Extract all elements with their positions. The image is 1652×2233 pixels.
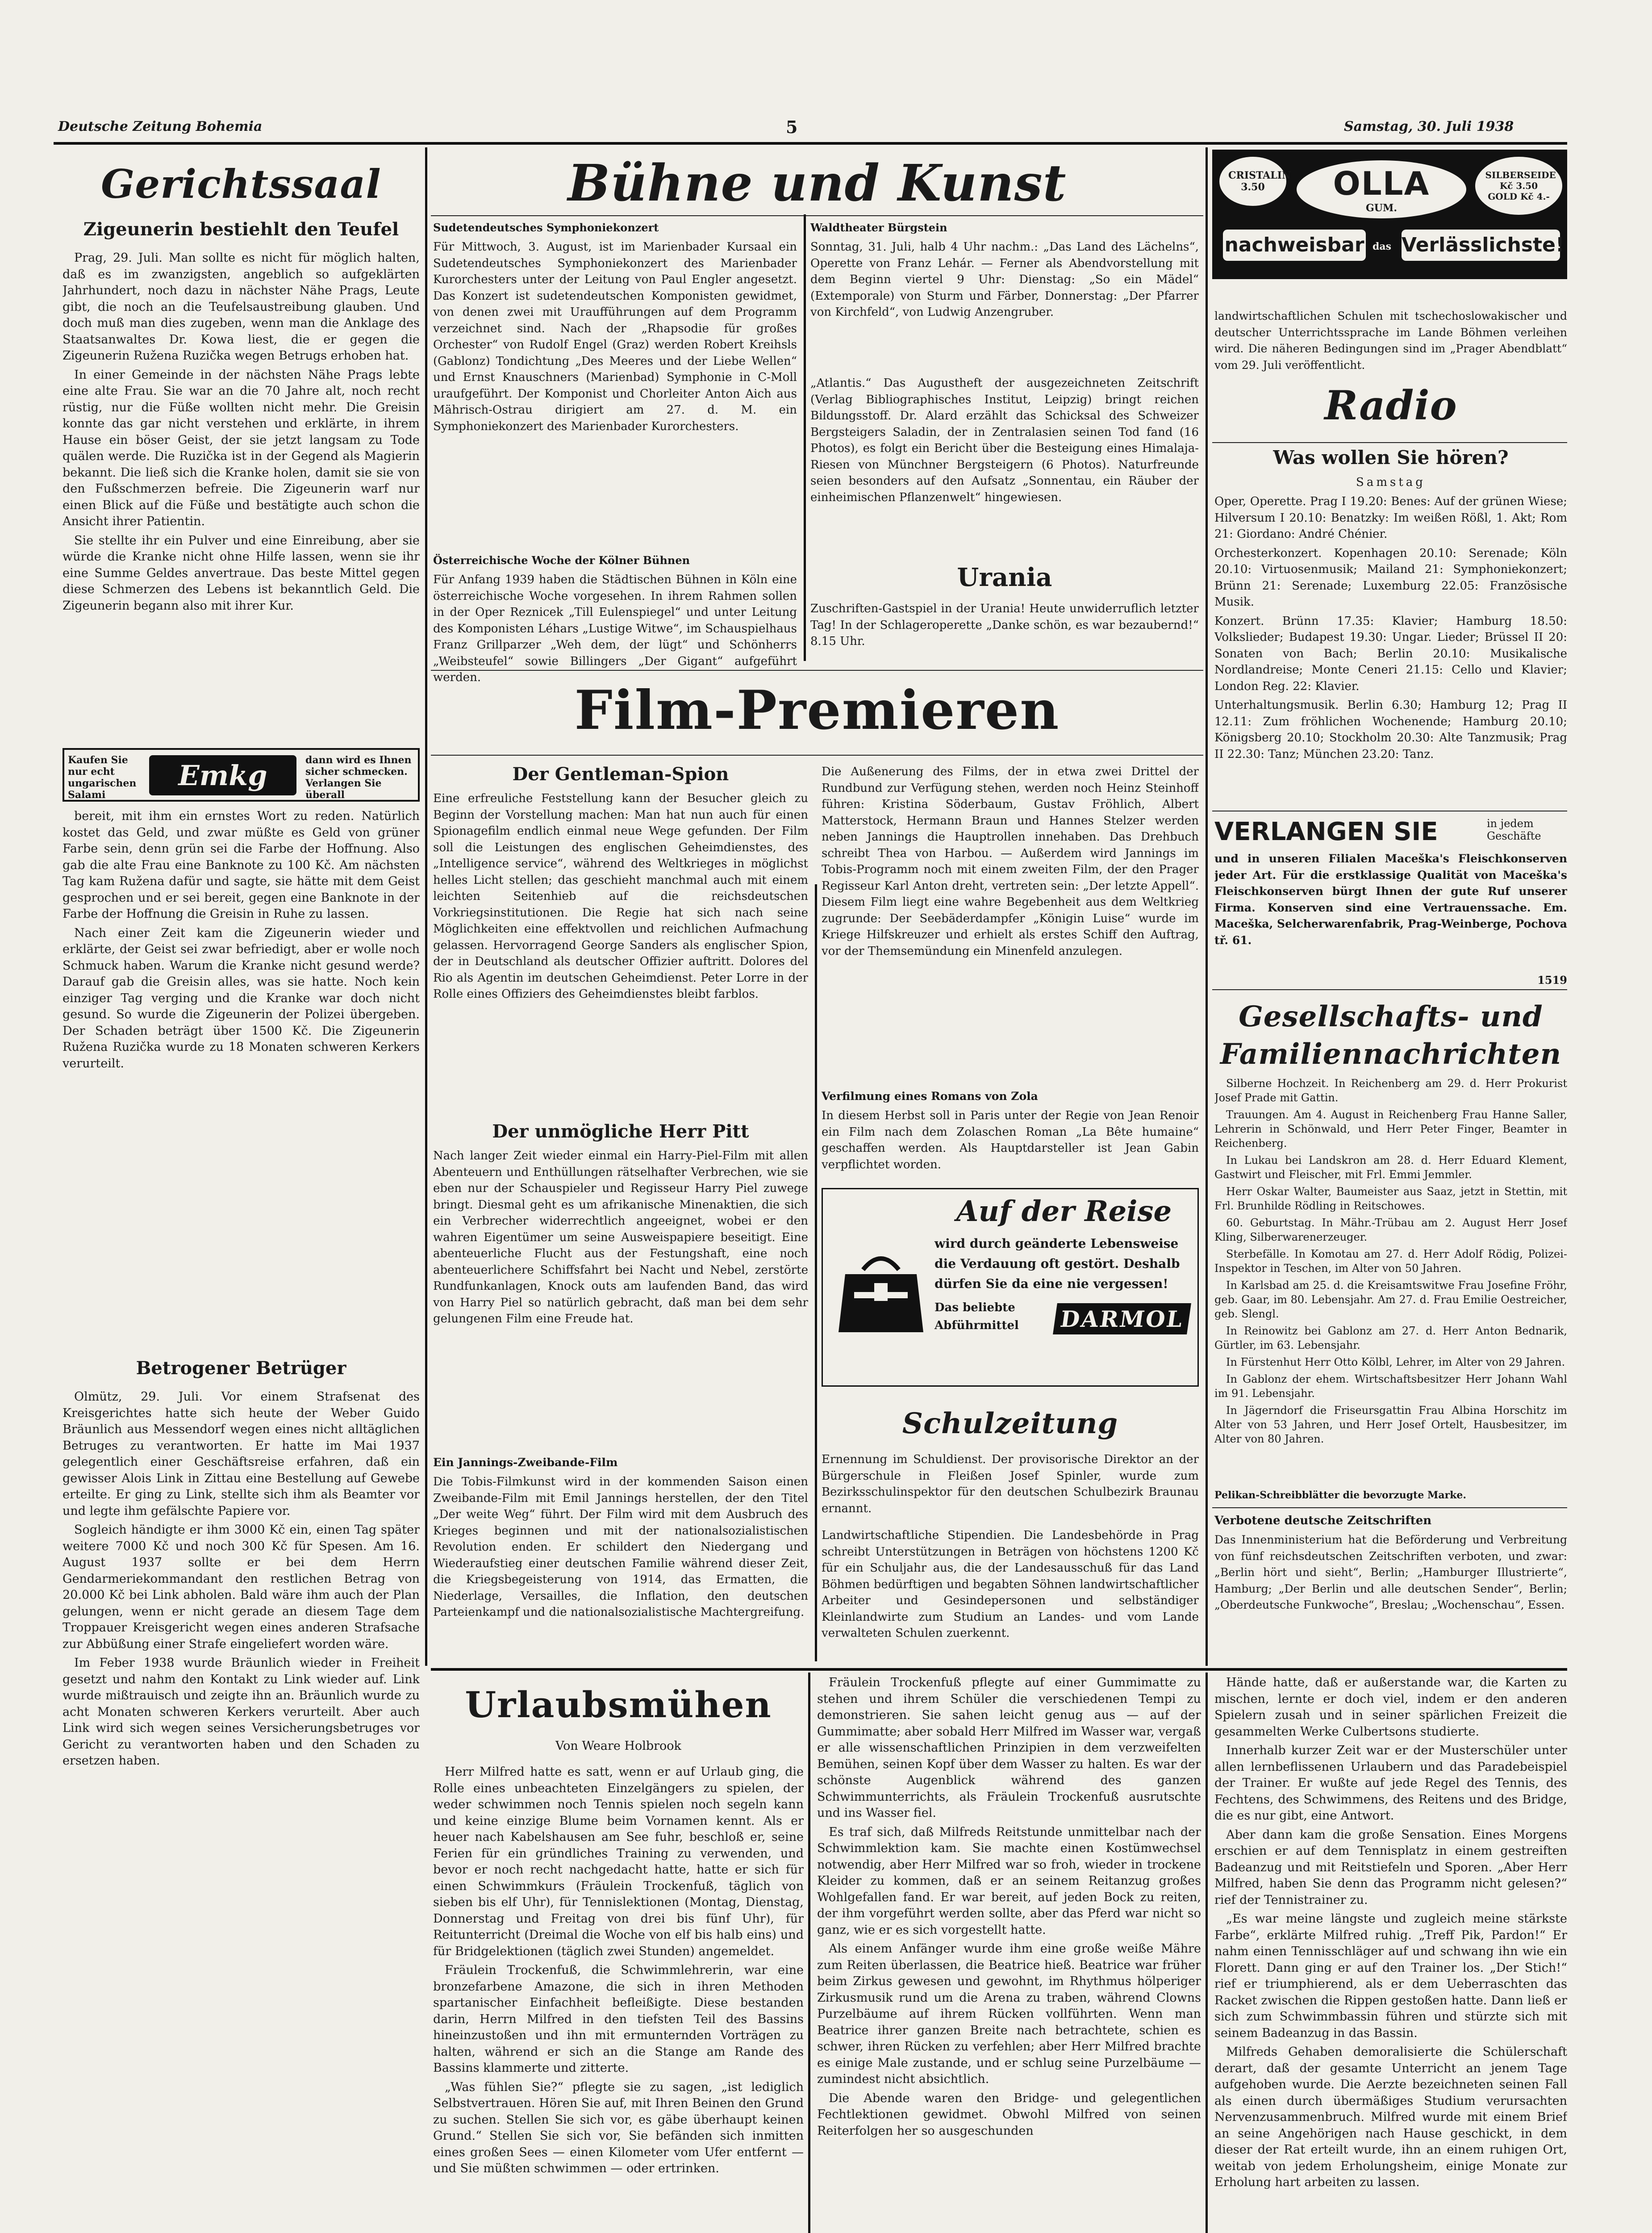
- column-divider: [1206, 1673, 1208, 2233]
- family-item: In Gablonz der ehem. Wirtschaftsbesitzer Herr Johann Wahl im 91. Lebensjahr.: [1214, 1373, 1567, 1400]
- verlangen-text: und in unseren Filialen Maceška's Fleischkonserven jeder Art. Für die erstklassige Qualität von Maceška's Fleischkonserven bürgt Ihnen der gute Ruf unserer Firma. Konserven sind eine Vertrauenssache. Em. Maceška, Selcherwarenfabrik, Prag-Weinberge, Pochova tř. 61.: [1214, 852, 1567, 947]
- masthead-rule: [54, 142, 1567, 145]
- emkg-ad-right-text: dann wird es Ihnen sicher schmecken. Verlangen Sie überall: [305, 754, 412, 801]
- schulzeitung-heading: Schulzeitung: [902, 1407, 1118, 1440]
- familiennachrichten: [1214, 1076, 1567, 1487]
- paragraph: Hände hatte, daß er außerstande war, die Karten zu mischen, lernte er doch viel, indem er den anderen Spielern zusah und in seiner spärlichen Freizeit die gesammelten Werke Culbertsons studierte.: [1214, 1676, 1567, 1739]
- paragraph: Es traf sich, daß Milfreds Reitstunde unmittelbar nach der Schwimmlektion kam. Sie machte einen Kostümwechsel notwendig, aber Herr Milfred war so froh, wieder in trockene Kleider zu kommen, daß er an seinem Reitanzug großes Wohlgefallen fand. Er war bereit, auf jeden Bock zu reiten, der ihm vorgeführt werden sollte, aber das Pferd war nicht so ganz, wie er es sich vorgestellt hatte.: [817, 1825, 1201, 1937]
- paragraph: Herr Milfred hatte es satt, wenn er auf Urlaub ging, die Rolle eines unbeachteten Einzelgängers zu spielen, der weder schwimmen noch Tennis spielen noch segeln kann und keine einzige Blume beim Vornamen kennt. Als er heuer nach Kabelshausen am See fuhr, beschloß er, seine Ferien für ein gründliches Training zu verwenden, und bevor er noch recht nachgedacht hatte, hatte er sich für einen Schwimmkurs (Fräulein Trockenfuß, täglich von sieben bis elf Uhr), für Tennislektionen (Montag, Dienstag, Donnerstag und Freitag von drei bis fünf Uhr), für Reitunterricht (Dreimal die Woche von elf bis halb eins) und für Bridgelektionen (täglich zwei Stunden) angemeldet.: [433, 1765, 804, 1958]
- paragraph: Innerhalb kurzer Zeit war er der Musterschüler unter allen lernbeflissenen Urlaubern und das Paradebeispiel der Trainer. Er wußte auf jede Regel des Tennis, des Fechtens, des Schwimmens, des Reitens und des Bridge, die es nur gibt, eine Antwort.: [1214, 1744, 1567, 1823]
- article-body-gerichtssaal: [63, 250, 420, 741]
- gesellschaft-heading: Gesellschafts- und Familiennachrichten: [1220, 1000, 1562, 1071]
- badge-text: CRISTALIN 3.50: [1228, 170, 1291, 193]
- subsection-title: Österreichische Woche der Kölner Bühnen: [433, 554, 690, 567]
- paragraph: Fräulein Trockenfuß pflegte auf einer Gummimatte zu stehen und ihrem Schüler die verschiedenen Tempi zu demonstrieren. Sie sahen leicht genug aus — auf der Gummimatte; aber sobald Herr Milfred im Wasser war, vergaß er alle wissenschaftlichen Prinzipien in dem verzweifelten Bemühen, seinen Kopf über dem Wasser zu halten. Es war der schönste Augenblick während des ganzen Schwimmunterrichts, als Fräulein Trockenfuß ausrutschte und ins Wasser fiel.: [817, 1676, 1201, 1820]
- film-premieren-heading: Film-Premieren: [574, 679, 1060, 742]
- emkg-logo: [149, 755, 296, 795]
- olla-tagline-right: Verlässlichste!: [1402, 230, 1560, 261]
- family-item: Sterbefälle. In Komotau am 27. d. Herr Adolf Rödig, Polizei-Inspektor in Teschen, im Alter von 50 Jahren.: [1214, 1248, 1567, 1275]
- gerichtssaal-heading: Gerichtssaal: [101, 161, 381, 207]
- film-continued-text: Die Außenerung des Films, der in etwa zwei Drittel der Rundbund zur Verfügung stehen, werden noch Heinz Steinhoff führen: Kristina Söderbaum, Gustav Fröhlich, Albert Matterstock, Hermann Braun und Hannes Stelzer werden neben Jannings die Hauptrollen innehaben. Das Drehbuch schreibt Thea von Harbou. — Außerdem wird Jannings im Tobis-Programm noch mit einem zweiten Film, der den Prager Regisseur Karl Anton dreht, vertreten sein: „Der letzte Appell“. Diesem Film liegt eine wahre Begebenheit aus dem Weltkrieg zugrunde: Der Seebäderdampfer „Königin Luise“ wurde im Kriege Hilfskreuzer und erhielt als erstes Schiff den Auftrag, vor der Themsemündung ein Minenfeld anzulegen.: [822, 765, 1199, 958]
- film-title: Der unmögliche Herr Pitt: [492, 1121, 749, 1142]
- zola-film-text: In diesem Herbst soll in Paris unter der Regie von Jean Renoir ein Film nach dem Zolaschen Roman „La Bête humaine“ geschaffen werden. Als Hauptdarsteller ist Jean Gabin verpflichtet worden.: [822, 1109, 1199, 1171]
- olla-tagline-das: das: [1372, 241, 1392, 252]
- stipendien-continued: landwirtschaftlichen Schulen mit tschechoslowakischer und deutscher Unterrichtssprache im Lande Böhmen verleihen wird. Die näheren Bedingungen sind im „Prager Abendblatt“ vom 29. Juli veröffentlicht.: [1214, 309, 1567, 372]
- family-item: In Jägerndorf die Friseursgattin Frau Albina Horschitz im Alter von 53 Jahren, und Herr Josef Ortelt, Hausbesitzer, im Alter von 80 Jahren.: [1214, 1404, 1567, 1445]
- reise-line: wird durch geänderte Lebensweise: [934, 1236, 1179, 1251]
- radio-section: Oper, Operette. Prag I 19.20: Benes: Auf der grünen Wiese; Hilversum I 20.10: Benatzky: Im weißen Rößl, 1. Akt; Rom 21: Giordano: André Chénier.: [1214, 495, 1567, 541]
- olla-badge-cristalin: [1219, 157, 1291, 206]
- paragraph: Im Feber 1938 wurde Bräunlich wieder in Freiheit gesetzt und nahm den Kontakt zu Link wieder auf. Link wurde mißtrauisch und zeigte ihn an. Bräunlich wurde zu acht Monaten schweren Kerkers verurteilt. Aber auch Link wird sich wegen seines Versicherungsbetruges vor Gericht zu verantworten haben und den Schaden zu ersetzen haben.: [63, 1656, 420, 1768]
- article-body-betrueger: [63, 1389, 420, 2233]
- paragraph: bereit, mit ihm ein ernstes Wort zu reden. Natürlich kostet das Geld, und zwar müßte es Geld von grüner Farbe sein, denn grün sei die Farbe der Hoffnung. Also gab die alte Frau eine Banknote zu 100 Kč. Am nächsten Tag kam Ružena dafür und sagte, sie hätte mit dem Geist gesprochen und er sei bereit, gegen eine Banknote in der Farbe der Hoffnung die Greisin in Ruhe zu lassen.: [63, 809, 420, 921]
- verlangen-suffix: in jedem Geschäfte: [1487, 817, 1541, 842]
- column-divider: [808, 1673, 810, 2233]
- subsection-title: Waldtheater Bürgstein: [810, 221, 947, 234]
- urania-text: Zuschriften-Gastspiel in der Urania! Heute unwiderruflich letzter Tag! In der Schlageroperette „Danke schön, es war bezaubernd!“ 8.15 Uhr.: [810, 602, 1199, 648]
- urlaub-col1: [433, 1764, 804, 2233]
- column-divider: [804, 214, 806, 661]
- badge-text: SILBERSEIDE Kč 3.50: [1485, 170, 1556, 191]
- badge-text: GOLD Kč 4.-: [1488, 191, 1550, 202]
- schulzeitung-text: Ernennung im Schuldienst. Der provisorische Direktor an der Bürgerschule in Fleißen Josef Spinler, wurde zum Bezirksschulinspektor für den deutschen Schulbezirk Braunau ernannt.: [822, 1453, 1199, 1515]
- emkg-ad-left-text: Kaufen Sie nur echt ungarischen Salami: [68, 754, 137, 801]
- radio-section: Orchesterkonzert. Kopenhagen 20.10: Serenade; Köln 20.10: Virtuosenmusik; Mailand 21: Symphoniekonzert; Brünn 21: Serenade; Luxemburg 22.05: Französische Musik.: [1214, 546, 1567, 609]
- paragraph: Aber dann kam die große Sensation. Eines Morgens erschien er auf dem Tennisplatz in einem gestreiften Badeanzug und mit Reitstiefeln und Sporen. „Aber Herr Milfred, haben Sie denn das Programm nicht gelesen?“ rief der Tennistrainer zu.: [1214, 1827, 1567, 1907]
- article-title: Zigeunerin bestiehlt den Teufel: [83, 219, 399, 240]
- radio-heading: Radio: [1324, 382, 1457, 429]
- masthead-paper-name: Deutsche Zeitung Bohemia: [58, 119, 263, 134]
- urlaub-title: Urlaubsmühen: [465, 1684, 772, 1726]
- section-rule: [1212, 1507, 1567, 1508]
- darmol-ad: [822, 1188, 1199, 1387]
- paragraph: Als einem Anfänger wurde ihm eine große weiße Mähre zum Reiten überlassen, die Beatrice hieß. Beatrice war früher beim Zirkus gewesen und gewohnt, im Rhythmus hölperiger Zirkusmusik rund um die Arena zu traben, während Clowns Purzelbäume auf ihrem Rücken vollführten. Wenn man Beatrice ihrer ganzen Breite nach betrachtete, schien es schwer, ihren Rücken zu verfehlen; aber Herr Milfred brachte es einige Male zustande, und er schlug seine Purzelbäume — zumindest nicht absichtlich.: [817, 1942, 1201, 2086]
- reise-headline: Auf der Reise: [956, 1195, 1172, 1228]
- subsection-title: Sudetendeutsches Symphoniekonzert: [433, 221, 659, 234]
- schulzeitung-text: Landwirtschaftliche Stipendien. Die Landesbehörde in Prag schreibt Unterstützungen in Beträgen von höchstens 1200 Kč für ein Schuljahr aus, die der Landesausschuß für das Land Böhmen bedürftigen und begabten Söhnen landwirtschaftlicher Arbeiter und Gesindepersonen und selbständiger Kleinlandwirte zum Studium an Landes- und vom Lande verwalteten Schulen zuerkennt.: [822, 1529, 1199, 1640]
- paragraph: „Es war meine längste und zugleich meine stärkste Farbe“, erklärte Milfred ruhig. „Treff Pik, Pardon!“ Er nahm einen Tennisschläger auf und schwang ihn wie ein Florett. Dann ging er auf den Trainer los. „Der Stich!“ rief er triumphierend, als er dem Ueberraschten das Racket zwischen die Rippen gestoßen hatte. Dann ließ er sich zum Schwimmbassin führen und stürzte sich mit seinem Badeanzug in das Bassin.: [1214, 1912, 1567, 2040]
- article-body-continued: [63, 808, 420, 1344]
- paragraph: Milfreds Gehaben demoralisierte die Schülerschaft derart, daß der gesamte Unterricht an jenem Tage aufgehoben wurde. Die Aerzte bezeichneten seinen Fall als einen durch übermäßiges Studium verursachten Nervenzusammenbruch. Milfred wurde mit einem Brief an seine Angehörigen nach Hause geschickt, in dem dieser der Rat erteilt wurde, ihn an einem ruhigen Ort, weitab von jedem Erholungsheim, einige Monate zur Erholung hart arbeiten zu lassen.: [1214, 2045, 1567, 2189]
- herr-pitt-text: Nach langer Zeit wieder einmal ein Harry-Piel-Film mit allen Abenteuern und Enthüllungen rätselhafter Verbrechen, wie sie eben nur der Schauspieler und Regisseur Harry Piel zuwege bringt. Diesmal geht es um afrikanische Minenaktien, die sich ein Verbrecher widerrechtlich angeeignet, wobei er den wahren Eigentümer um seine Ausweispapiere beseitigt. Eine abenteuerliche Flucht aus der Festungshaft, eine noch abenteuerlichere Schiffsfahrt bei Nacht und Nebel, zerstörte Rundfunkanlagen, Knock outs am laufenden Band, das wird von Harry Piel so natürlich gebracht, daß man bei dem sehr gelungenen Film eine Freude hat.: [433, 1149, 808, 1326]
- paragraph: „Was fühlen Sie?“ pflegte sie zu sagen, „ist lediglich Selbstvertrauen. Hören Sie auf, mit Ihren Beinen den Grund zu suchen. Stellen Sie sich vor, es gäbe überhaupt keinen Grund.“ Stellen Sie sich vor, Sie befänden sich inmitten eines großen Sees — einen Kilometer vom Ufer entfernt — und Sie müßten schwimmen — oder ertrinken.: [433, 2080, 804, 2175]
- waldtheater-text: Sonntag, 31. Juli, halb 4 Uhr nachm.: „Das Land des Lächelns“, Operette von Franz Lehár. — Ferner als Abendvorstellung mit dem Beginn viertel 9 Uhr: Dienstag: „So ein Mädel“ (Extemporale) von Sturm und Färber, Donnerstag: „Der Pfarrer von Kirchfeld“, von Ludwig Anzengruber.: [810, 240, 1199, 319]
- ad-code: 1519: [1537, 974, 1567, 987]
- family-item: In Lukau bei Landskron am 28. d. Herr Eduard Klement, Gastwirt und Fleischer, mit Frl. Emmi Jemmler.: [1214, 1154, 1567, 1181]
- masthead-date: Samstag, 30. Juli 1938: [1344, 119, 1514, 134]
- family-item: 60. Geburtstag. In Mähr.-Trübau am 2. August Herr Josef Kling, Silberwarenerzeuger.: [1214, 1217, 1567, 1243]
- section-rule: [431, 755, 1203, 756]
- olla-ad: [1212, 150, 1567, 279]
- family-item: In Reinowitz bei Gablonz am 27. d. Herr Anton Bednarik, Gürtler, im 63. Lebensjahr.: [1214, 1325, 1567, 1351]
- olla-brand: OLLA: [1333, 165, 1430, 202]
- jannings-film-text: Die Tobis-Filmkunst wird in der kommenden Saison einen Zweibande-Film mit Emil Jannings herstellen, der den Titel „Der weite Weg“ führt. Der Film wird mit dem Ausbruch des Krieges beginnen und mit der nationalsozialistischen Revolution enden. Er schildert den Niedergang und Wiederaufstieg einer deutschen Familie während dieser Zeit, die Kriegsbegeisterung von 1914, das Ermatten, die Niederlage, Versailles, die Inflation, den deutschen Parteienkampf und die nationalsozialistische Machtergreifung.: [433, 1475, 808, 1619]
- section-rule: [431, 670, 1203, 671]
- verlangen-title: VERLANGEN SIE: [1214, 817, 1438, 846]
- section-rule: [431, 215, 1203, 216]
- section-rule: [1212, 442, 1567, 443]
- olla-tagline-left: nachweisbar: [1223, 230, 1366, 261]
- darmol-logo: [1053, 1303, 1191, 1334]
- section-rule: [1212, 989, 1567, 990]
- paragraph: Sie stellte ihr ein Pulver und eine Einreibung, aber sie würde die Kranke nicht ohne Hilfe lassen, wenn sie ihr eine Summe Geldes anvertraue. Das beste Mittel gegen diese Schmerzen des Lebens ist bekanntlich Geld. Die Zigeunerin begann also mit ihrer Kur.: [63, 533, 420, 613]
- reise-line: Abführmittel: [934, 1319, 1019, 1332]
- film-title: Der Gentleman-Spion: [512, 764, 729, 785]
- family-item: In Fürstenhut Herr Otto Kölbl, Lehrer, im Alter von 29 Jahren.: [1226, 1356, 1565, 1368]
- darmol-brand: DARMOL: [1058, 1305, 1186, 1332]
- emkg-brand: Emkg: [178, 759, 267, 792]
- urlaub-byline: Von Weare Holbrook: [555, 1739, 681, 1753]
- emkg-ad: [63, 748, 420, 802]
- paragraph: Olmütz, 29. Juli. Vor einem Strafsenat des Kreisgerichtes hatte sich heute der Weber Guido Bräunlich aus Messendorf wegen eines nicht alltäglichen Betruges zu verantworten. Er hatte im Mai 1937 gelegentlich einer Geschäftsreise erfahren, daß ein gewisser Alois Link in Zittau eine Bestellung auf Gewebe erteilte. Er ging zu Link, stellte sich ihm als Beamter vor und legte ihm gefälschte Papiere vor.: [63, 1390, 420, 1518]
- urania-heading: Urania: [957, 563, 1052, 592]
- film-title: Verfilmung eines Romans von Zola: [822, 1090, 1038, 1103]
- radio-program: [1214, 493, 1567, 797]
- family-item: Silberne Hochzeit. In Reichenberg am 29. d. Herr Prokurist Josef Prade mit Gattin.: [1214, 1077, 1567, 1104]
- olla-badge-silberseide: [1475, 157, 1562, 215]
- travel-bag-icon: [836, 1243, 926, 1341]
- family-item: Herr Oskar Walter, Baumeister aus Saaz, jetzt in Stettin, mit Frl. Brunhilde Rödling in Reitschowes.: [1214, 1185, 1567, 1212]
- atlantis-text: „Atlantis.“ Das Augustheft der ausgezeichneten Zeitschrift (Verlag Bibliographisches Institut, Leipzig) bringt reichen Bildungsstoff. Dr. Alard erzählt das Schicksal des Schweizer Bergsteigers Saladin, der in Zentralasien seinen Tod fand (16 Photos), es folgt ein Bericht über die Besteigung eines Himalaja-Riesen von Münchner Bergsteigern (6 Photos). Naturfreunde seien besonders auf den Aufsatz „Sonnentau, ein Räuber der einheimischen Pflanzenwelt“ hingewiesen.: [810, 376, 1199, 504]
- family-item: Trauungen. Am 4. August in Reichenberg Frau Hanne Saller, Lehrerin in Schönwald, und Herr Peter Finger, Beamter in Reichenberg.: [1214, 1108, 1567, 1150]
- family-item: In Karlsbad am 25. d. die Kreisamtswitwe Frau Josefine Fröhr, geb. Gaar, im 80. Lebensjahr. Am 27. d. Frau Emilie Oestreicher, geb. Slengl.: [1214, 1279, 1567, 1320]
- column-divider: [1206, 147, 1208, 1666]
- urlaub-col2: [817, 1675, 1201, 2233]
- film-title: Ein Jannings-Zweibande-Film: [433, 1456, 618, 1469]
- page-number: 5: [786, 117, 798, 137]
- reise-line: die Verdauung oft gestört. Deshalb: [934, 1256, 1180, 1271]
- radio-section: Konzert. Brünn 17.35: Klavier; Hamburg 18.50: Volkslieder; Budapest 19.30: Ungar. Lieder; Brüssel II 20: Sonaten von Bach; Berlin 20.10: Musikalische Nordlandreise; Monte Ceneri 21.15: Cello und Klavier; London Reg. 22: Klavier.: [1214, 614, 1567, 693]
- radio-day: Samstag: [1356, 476, 1426, 489]
- urlaub-col3: [1214, 1675, 1567, 2233]
- column-divider: [815, 884, 817, 1661]
- verboten-text: Das Innenministerium hat die Beförderung und Verbreitung von fünf reichsdeutschen Zeitschriften verboten, und zwar: „Berlin hört und sieht“, Berlin; „Hamburger Illustrierte“, Hamburg; „Der Berlin und alle deutschen Sender“, Berlin; „Oberdeutsche Funkwoche“, Breslau; „Wochenschau“, Essen.: [1214, 1533, 1567, 1611]
- paragraph: Fräulein Trockenfuß, die Schwimmlehrerin, war eine bronzefarbene Amazone, die sich in ihren Methoden spartanischer Einfachheit befleißigte. Diese bestanden darin, Herrn Milfred in den tiefsten Teil des Bassins hineinzustoßen und ihn mit ermunternden Vorträgen zu halten, während er sich an die Stange am Rande des Bassins klammerte und zitterte.: [433, 1963, 804, 2075]
- paragraph: Prag, 29. Juli. Man sollte es nicht für möglich halten, daß es im zwanzigsten, angeblich so aufgeklärten Jahrhundert, noch dazu in nächster Nähe Prags, Leute gibt, die noch an die Teufelsaustreibung glauben. Und doch muß man dies zugeben, wenn man die Anklage des Staatsanwaltes Dr. Kowa liest, die er gegen die Zigeunerin Ružena Ruzička wegen Betrugs erhoben hat.: [63, 251, 420, 363]
- section-divider: [431, 1668, 1567, 1671]
- symphoniekonzert-text: Für Mittwoch, 3. August, ist im Marienbader Kursaal ein Sudetendeutsches Symphoniekonzert des Marienbader Kurorchesters unter der Leitung von Paul Engler angesetzt. Das Konzert ist sudetendeutschen Komponisten gewidmet, von denen zwei mit Uraufführungen auf dem Programm verzeichnet sind. Nach der „Rhapsodie für großes Orchester“ von Rudolf Engel (Graz) werden Robert Kreihsls (Gablonz) Tondichtung „Des Meeres und der Liebe Wellen“ und Ernst Knauschners (Marienbad) Symphonie in C-Moll uraufgeführt. Der Komponist und Chorleiter Anton Aich aus Mährisch-Ostrau dirigiert am 27. d. M. ein Symphoniekonzert des Marienbader Kurorchesters.: [433, 240, 797, 433]
- paragraph: In einer Gemeinde in der nächsten Nähe Prags lebte eine alte Frau. Sie war an die 70 Jahre alt, noch recht rüstig, nur die Füße wollten nicht mehr. Die Greisin konnte das gar nicht verstehen und erklärte, in ihrem Hause ein böser Geist, der sie jetzt langsam zu Tode quälen werde. Die Ruzička ist in der Gegend als Magierin bekannt. Die ließ sich die Kranke holen, damit sie sie von den Fußschmerzen befreie. Die Zigeunerin warf nur einen Blick auf die Füße und bestätigte auch schon die Ansicht ihrer Patientin.: [63, 368, 420, 528]
- buehne-heading: Bühne und Kunst: [567, 154, 1067, 213]
- pelikan-line: Pelikan-Schreibblätter die bevorzugte Marke.: [1214, 1489, 1467, 1501]
- gentleman-spion-text: Eine erfreuliche Feststellung kann der Besucher gleich zu Beginn der Vorstellung machen: Man hat nun auch für einen Spionagefilm endlich einmal neue Wege gefunden. Der Film soll die Leistungen des englischen Geheimdienstes, des „Intelligence service“, während des Weltkrieges in möglichst helles Licht stellen; das geschieht manchmal auch mit einem leichten Seitenhieb auf die reichsdeutschen Vorkriegsinstitutionen. Die Regie hat sich nach seine Möglichkeiten eine effektvollen und reichlichen Aufmachung gelassen. Hervorragend George Sanders als englischer Spion, der in Deutschland als deutscher Offizier auftritt. Dolores del Rio als Agentin im deutschen Geheimdienst. Peter Lorre in der Rolle eines Offiziers des Geheimdienstes bleibt farblos.: [433, 792, 808, 1001]
- paragraph: Sogleich händigte er ihm 3000 Kč ein, einen Tag später weitere 7000 Kč und noch 300 Kč für Spesen. Am 16. August 1937 sollte er bei dem Herrn Gendarmeriekommandant den restlichen Betrag von 20.000 Kč bei Link abholen. Bald wäre ihm auch der Plan gelungen, wenn er nicht gerade an diesem Tage dem Troppauer Kreisgericht wegen eines anderen Strafsache zur Abbüßung einer Strafe eingeliefert worden wäre.: [63, 1523, 420, 1651]
- radio-subheading: Was wollen Sie hören?: [1273, 447, 1509, 468]
- reise-line: dürfen Sie da eine nie vergessen!: [934, 1276, 1168, 1291]
- reise-line: Das beliebte: [934, 1301, 1015, 1314]
- radio-section: Unterhaltungsmusik. Berlin 6.30; Hamburg 12; Prag II 12.11: Zum fröhlichen Wochenende; Hamburg 20.10; Königsberg 20.10; Stockholm 20.30: Alte Tanzmusik; Prag II 22.30: Tanz; München 23.20: Tanz.: [1214, 698, 1567, 761]
- paragraph: Die Abende waren den Bridge- und gelegentlichen Fechtlektionen gewidmet. Obwohl Milfred von seinen Reiterfolgen her so ausgeschunden: [817, 2091, 1201, 2138]
- olla-sub: GUM.: [1366, 202, 1397, 214]
- article-title: Betrogener Betrüger: [136, 1358, 346, 1379]
- olla-brand-oval: [1297, 160, 1466, 218]
- verboten-title: Verbotene deutsche Zeitschriften: [1214, 1514, 1432, 1527]
- koelner-buehnen-text: Für Anfang 1939 haben die Städtischen Bühnen in Köln eine österreichische Woche vorgesehen. In ihrem Rahmen sollen in der Oper Reznicek „Till Eulenspiegel“ und unter Leitung des Komponisten Léhars „Lustige Witwe“, im Schauspielhaus Franz Grillparzer „Weh dem, der lügt“ und Schönherrs „Weibsteufel“ sowie Billingers „Der Gigant“ aufgeführt werden.: [433, 573, 797, 684]
- column-divider: [425, 147, 427, 1666]
- paragraph: Nach einer Zeit kam die Zigeunerin wieder und erklärte, der Geist sei zwar befriedigt, aber er wolle noch Schmuck haben. Warum die Kranke nicht gesund werde? Darauf gab die Greisin alles, was sie hatte. Noch kein einziger Tag verging und die Kranke war doch nicht gesund. So wurde die Zigeunerin der Polizei übergeben. Der Schaden beträgt über 1500 Kč. Die Zigeunerin Ružena Ruzička wurde zu 18 Monaten schweren Kerkers verurteilt.: [63, 926, 420, 1071]
